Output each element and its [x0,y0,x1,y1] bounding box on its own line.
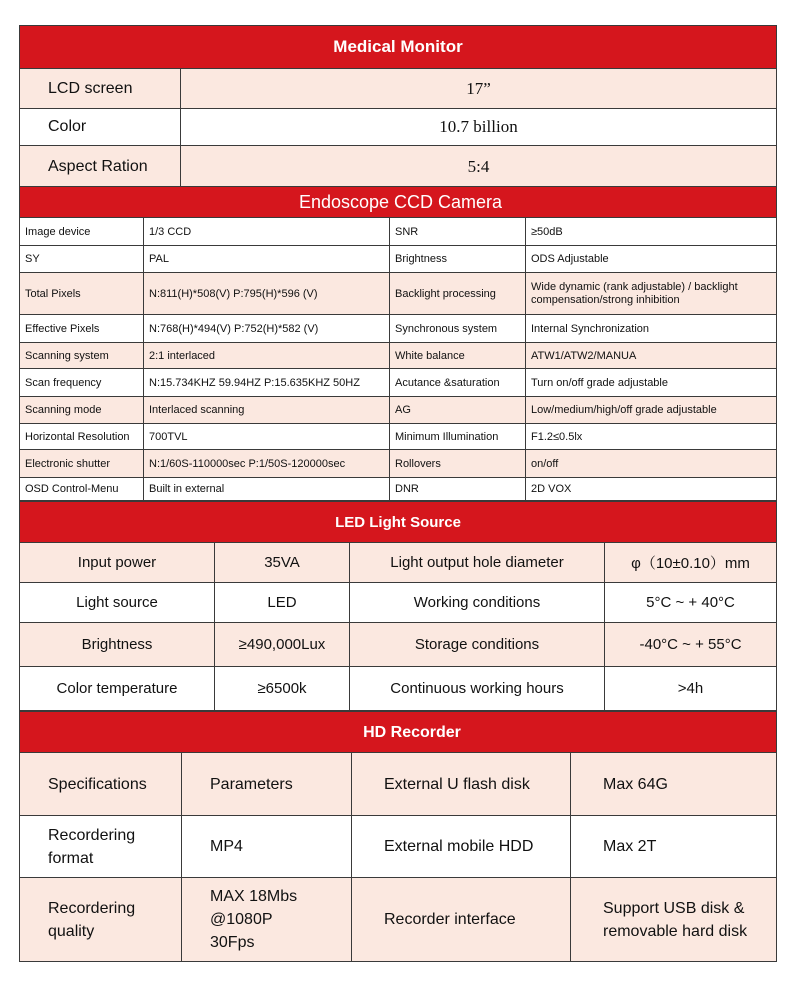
spec-value: Max 64G [571,753,777,816]
spec-value: MP4 [182,816,352,878]
spec-label: Color temperature [20,667,215,711]
spec-label: Minimum Illumination [390,424,526,450]
spec-value: 35VA [215,543,350,583]
spec-value: Max 2T [571,816,777,878]
spec-value: ATW1/ATW2/MANUA [526,343,777,369]
spec-value: MAX 18Mbs @1080P 30Fps [182,878,352,962]
spec-value: ≥50dB [526,218,777,246]
spec-label: External mobile HDD [352,816,571,878]
spec-value: Parameters [182,753,352,816]
spec-label: LCD screen [20,69,181,109]
hd-recorder-table [19,711,777,962]
spec-value: Support USB disk & removable hard disk [571,878,777,962]
light-source-title: LED Light Source [20,502,777,543]
spec-value: 10.7 billion [181,109,777,146]
spec-label: Working conditions [350,583,605,623]
spec-label: Continuous working hours [350,667,605,711]
spec-label: Rollovers [390,450,526,478]
medical-monitor-table [19,25,777,188]
spec-value: F1.2≤0.5lx [526,424,777,450]
spec-value: N:768(H)*494(V) P:752(H)*582 (V) [144,315,390,343]
spec-value: N:15.734KHZ 59.94HZ P:15.635KHZ 50HZ [144,369,390,397]
spec-value: >4h [605,667,777,711]
spec-label: OSD Control-Menu [20,478,144,501]
spec-label: Recordering quality [20,878,182,962]
spec-label: SNR [390,218,526,246]
spec-value: 17” [181,69,777,109]
spec-value: 700TVL [144,424,390,450]
spec-label: Scanning mode [20,397,144,424]
spec-value: 5:4 [181,146,777,188]
spec-label: Image device [20,218,144,246]
spec-label: Total Pixels [20,273,144,315]
spec-label: Scan frequency [20,369,144,397]
spec-label: Brightness [390,246,526,273]
hd-recorder-title: HD Recorder [20,712,777,753]
spec-value: Turn on/off grade adjustable [526,369,777,397]
spec-value: φ（10±0.10）mm [605,543,777,583]
spec-value: ODS Adjustable [526,246,777,273]
spec-value: Wide dynamic (rank adjustable) / backlight compensation/strong inhibition [526,273,777,315]
spec-label: Color [20,109,181,146]
ccd-camera-table [19,186,777,501]
spec-value: Internal Synchronization [526,315,777,343]
spec-label: Backlight processing [390,273,526,315]
spec-value: ≥490,000Lux [215,623,350,667]
spec-label: Aspect Ration [20,146,181,188]
spec-value: N:1/60S-110000sec P:1/50S-120000sec [144,450,390,478]
spec-value: ≥6500k [215,667,350,711]
medical-monitor-title: Medical Monitor [20,26,777,69]
spec-label: AG [390,397,526,424]
spec-value: 2:1 interlaced [144,343,390,369]
spec-label: Light source [20,583,215,623]
spec-value: on/off [526,450,777,478]
spec-label: DNR [390,478,526,501]
spec-value: N:811(H)*508(V) P:795(H)*596 (V) [144,273,390,315]
ccd-camera-title: Endoscope CCD Camera [20,187,777,218]
spec-label: Brightness [20,623,215,667]
spec-label: White balance [390,343,526,369]
spec-label: Recordering format [20,816,182,878]
spec-value: 5°C ~ + 40°C [605,583,777,623]
light-source-table [19,501,777,711]
spec-label: Synchronous system [390,315,526,343]
spec-label: Input power [20,543,215,583]
spec-value: LED [215,583,350,623]
spec-label: Horizontal Resolution [20,424,144,450]
spec-value: Interlaced scanning [144,397,390,424]
spec-value: PAL [144,246,390,273]
spec-label: Scanning system [20,343,144,369]
spec-label: Light output hole diameter [350,543,605,583]
spec-value: 2D VOX [526,478,777,501]
spec-label: External U flash disk [352,753,571,816]
spec-label: Recorder interface [352,878,571,962]
spec-value: Built in external [144,478,390,501]
spec-label: SY [20,246,144,273]
spec-value: Low/medium/high/off grade adjustable [526,397,777,424]
spec-value: -40°C ~ + 55°C [605,623,777,667]
spec-label: Specifications [20,753,182,816]
spec-label: Effective Pixels [20,315,144,343]
spec-label: Acutance &saturation [390,369,526,397]
spec-value: 1/3 CCD [144,218,390,246]
spec-label: Storage conditions [350,623,605,667]
spec-label: Electronic shutter [20,450,144,478]
